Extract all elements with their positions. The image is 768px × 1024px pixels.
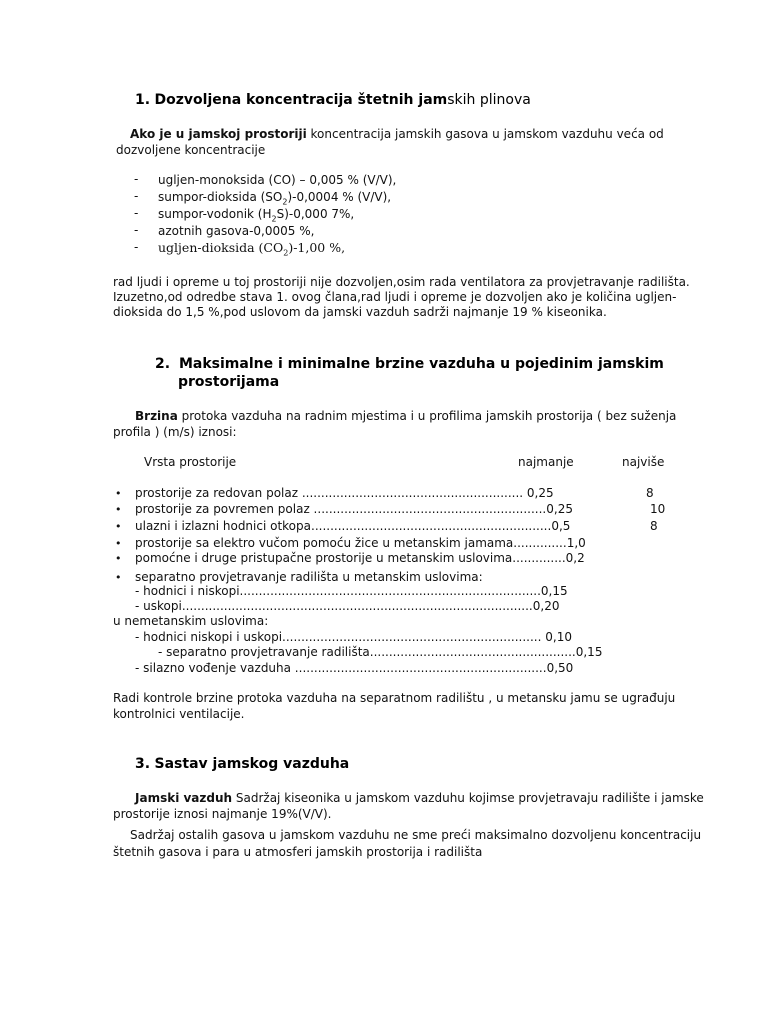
section1-heading-bold: Dozvoljena koncentracija štetnih jam — [154, 92, 448, 108]
section3-p2-line2: štetnih gasova i para u atmosferi jamskih prostorija i radilišta — [113, 845, 483, 859]
section1-para-line3: dioksida do 1,5 %,pod uslovom da jamski vazduh sadrži najmanje 19 % kiseonika. — [113, 305, 607, 319]
table-row: - silazno vođenje vazduha ..................................................................0,50 — [135, 661, 574, 675]
dash: - — [134, 189, 139, 203]
section1-number: 1. — [135, 92, 151, 108]
gas-item: azotnih gasova-0,0005 %, — [158, 224, 315, 238]
bullet: • — [115, 503, 122, 516]
section3-heading — [135, 756, 349, 772]
dash: - — [134, 240, 139, 254]
table-row: pomoćne i druge pristupačne prostorije u metanskim uslovima..............0,2 — [135, 551, 585, 565]
intro-bold: Brzina — [135, 409, 178, 423]
section1-para-line1: rad ljudi i opreme u toj prostoriji nije dozvoljen,osim rada ventilatora za provjetravanje radilišta. — [113, 275, 690, 289]
section3-p1-line2: prostorije iznosi najmanje 19%(V/V). — [113, 807, 332, 821]
table-row: - uskopi............................................................................................0,20 — [135, 599, 560, 613]
row-max: 8 — [646, 486, 654, 500]
section1-heading-rest: skih plinova — [447, 92, 531, 108]
table-row: prostorije za redovan polaz .......................................................... 0,25 — [135, 486, 554, 500]
col-header-type: Vrsta prostorije — [144, 455, 237, 469]
bullet: • — [115, 552, 122, 565]
section2-number: 2. — [155, 356, 171, 372]
p1-bold: Jamski vazduh — [135, 791, 233, 805]
gas-item: sumpor-dioksida $(SO_2)-0,0004$ % (V/V), — [158, 190, 392, 207]
intro-bold: Ako je u jamskoj prostoriji — [130, 127, 307, 141]
nemetan-label: u nemetanskim uslovima: — [113, 614, 269, 628]
separatno-label: separatno provjetravanje radilišta u metanskim uslovima: — [135, 570, 483, 584]
section2-closing-line1: Radi kontrole brzine protoka vazduha na separatnom radilištu , u metansku jamu se ugrađuju — [113, 691, 676, 705]
section2-heading — [155, 356, 664, 372]
section2-heading-line1: Maksimalne i minimalne brzine vazduha u pojedinim jamskim — [178, 356, 664, 372]
table-row: - separatno provjetravanje radilišta......................................................0,15 — [158, 645, 603, 659]
section1-intro — [130, 127, 664, 141]
section2-heading-line2: prostorijama — [178, 374, 280, 390]
row-max: 10 — [650, 502, 666, 516]
table-row: prostorije sa elektro vučom pomoću žice u metanskim jamama..............1,0 — [135, 536, 586, 550]
intro-rest: koncentracija jamskih gasova u jamskom vazduhu veća od — [306, 127, 664, 141]
row-max: 8 — [650, 519, 658, 533]
col-header-max: najviše — [622, 455, 665, 469]
bullet: • — [115, 537, 122, 550]
section1-heading — [135, 92, 531, 108]
section1-para-line2: Izuzetno,od odredbe stava 1. ovog člana,rad ljudi i opreme je dozvoljen ako je količina ugljen- — [113, 290, 677, 304]
section3-p2-line1: Sadržaj ostalih gasova u jamskom vazduhu ne sme preći maksimalno dozvoljenu koncentraciju — [130, 828, 702, 842]
col-header-min: najmanje — [518, 455, 574, 469]
section3-heading-text: Sastav jamskog vazduha — [154, 756, 350, 772]
section2-intro-line2: profila ) (m/s) iznosi: — [113, 425, 237, 439]
table-row: - hodnici i niskopi...............................................................................0,15 — [135, 584, 568, 598]
section3-number: 3. — [135, 756, 151, 772]
bullet: • — [115, 487, 122, 500]
section2-closing-line2: kontrolnici ventilacije. — [113, 707, 245, 721]
gas-item: ugljen-dioksida $(CO_2)-1,00$ %, — [158, 240, 346, 258]
gas-item: ugljen-monoksida (CO) – 0,005 % (V/V), — [158, 173, 397, 187]
dash: - — [134, 172, 139, 186]
section1-intro-line2: dozvoljene koncentracije — [116, 143, 266, 157]
bullet: • — [115, 571, 122, 584]
intro-rest: protoka vazduha na radnim mjestima i u profilima jamskih prostorija ( bez suženja — [177, 409, 677, 423]
p1-rest: Sadržaj kiseonika u jamskom vazduhu kojimse provjetravaju radilište i jamske — [232, 791, 704, 805]
dash: - — [134, 223, 139, 237]
table-row: ulazni i izlazni hodnici otkopa...............................................................0,5 — [135, 519, 571, 533]
section2-intro — [135, 409, 676, 423]
dash: - — [134, 206, 139, 220]
table-row: prostorije za povremen polaz .............................................................0,25 — [135, 502, 573, 516]
bullet: • — [115, 520, 122, 533]
section3-p1 — [135, 791, 704, 805]
table-row: - hodnici niskopi i uskopi.................................................................... 0,10 — [135, 630, 572, 644]
gas-item: sumpor-vodonik $(H_2S)-0,000$ 7%, — [158, 207, 355, 224]
